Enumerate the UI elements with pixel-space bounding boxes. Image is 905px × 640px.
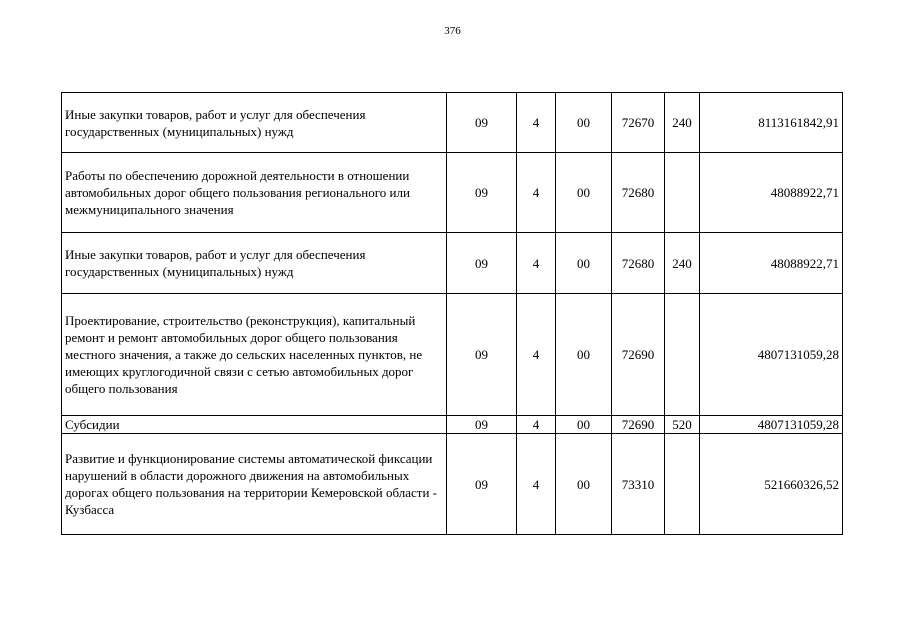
table-row (62, 93, 843, 153)
amount: 8113161842,91 (700, 93, 843, 153)
subsection-code: 4 (517, 93, 556, 153)
row-name: Иные закупки товаров, работ и услуг для обеспечения государственных (муниципальных) нужд (62, 93, 447, 153)
program-code: 00 (556, 233, 612, 294)
item-code: 72670 (612, 93, 665, 153)
row-name: Проектирование, строительство (реконструкция), капитальный ремонт и ремонт автомобильных дорог общего пользования местного значения, а также до сельских населенных пунктов, не имеющих круглогодичной связи с сетью автомобильных дорог общего пользования (62, 294, 447, 416)
item-code: 72690 (612, 416, 665, 434)
subsection-code: 4 (517, 416, 556, 434)
expense-type-code (665, 153, 700, 233)
item-code: 73310 (612, 434, 665, 535)
subsection-code: 4 (517, 233, 556, 294)
row-name: Развитие и функционирование системы автоматической фиксации нарушений в области дорожного движения на автомобильных дорогах общего пользования на территории Кемеровской области - Кузбасса (62, 434, 447, 535)
table-row (62, 434, 843, 535)
expense-type-code (665, 434, 700, 535)
page-number: 376 (444, 25, 461, 37)
expense-type-code: 240 (665, 233, 700, 294)
table-row (62, 153, 843, 233)
row-name: Субсидии (62, 416, 447, 434)
program-code: 00 (556, 294, 612, 416)
item-code: 72690 (612, 294, 665, 416)
subsection-code: 4 (517, 294, 556, 416)
subsection-code: 4 (517, 153, 556, 233)
table-row (62, 294, 843, 416)
table-row (62, 416, 843, 434)
expense-type-code: 240 (665, 93, 700, 153)
budget-table (61, 92, 843, 535)
program-code: 00 (556, 416, 612, 434)
section-code: 09 (447, 233, 517, 294)
subsection-code: 4 (517, 434, 556, 535)
row-name: Работы по обеспечению дорожной деятельности в отношении автомобильных дорог общего пользования регионального или межмуниципального значения (62, 153, 447, 233)
section-code: 09 (447, 153, 517, 233)
amount: 521660326,52 (700, 434, 843, 535)
section-code: 09 (447, 294, 517, 416)
amount: 4807131059,28 (700, 294, 843, 416)
section-code: 09 (447, 93, 517, 153)
program-code: 00 (556, 153, 612, 233)
row-name: Иные закупки товаров, работ и услуг для обеспечения государственных (муниципальных) нужд (62, 233, 447, 294)
item-code: 72680 (612, 233, 665, 294)
program-code: 00 (556, 434, 612, 535)
amount: 48088922,71 (700, 153, 843, 233)
table-row (62, 233, 843, 294)
section-code: 09 (447, 416, 517, 434)
item-code: 72680 (612, 153, 665, 233)
expense-type-code: 520 (665, 416, 700, 434)
program-code: 00 (556, 93, 612, 153)
amount: 48088922,71 (700, 233, 843, 294)
expense-type-code (665, 294, 700, 416)
amount: 4807131059,28 (700, 416, 843, 434)
section-code: 09 (447, 434, 517, 535)
